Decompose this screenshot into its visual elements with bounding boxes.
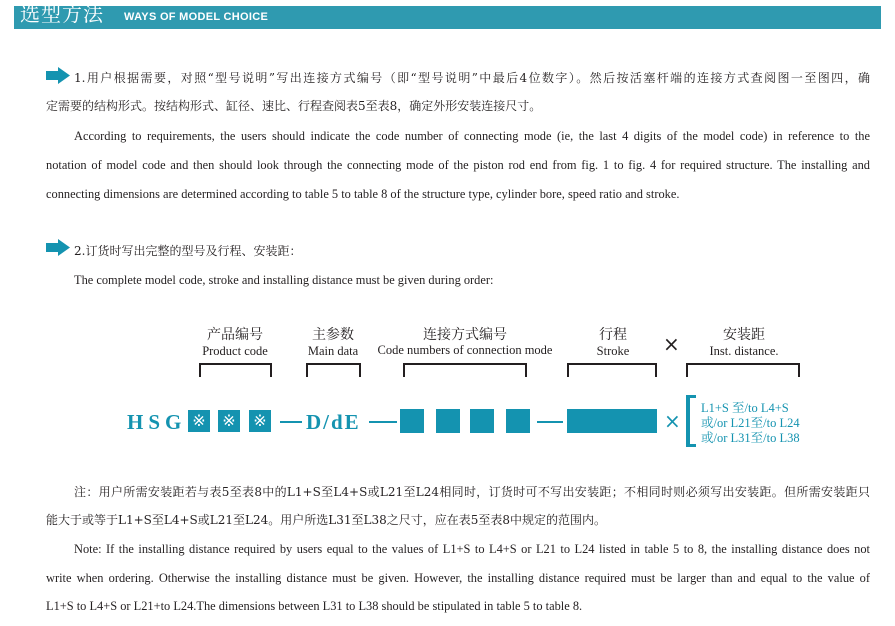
note-cn-line2: 能大于或等于L1+S至L4+S或L21至L24。用户所选L31至L38之尺寸，应在表5至表8中规定的范围内。 [46, 513, 606, 527]
note-cn-line1: 注：用户所需安装距若与表5至表8中的L1+S至L4+S或L21至L24相同时，订货时可不写出安装距；不相同时则必须写出安装距。但所需安装距只 [74, 485, 870, 499]
x-box-2: ※ [218, 410, 240, 432]
x-box-3: ※ [249, 410, 271, 432]
dash-3 [537, 421, 563, 423]
bracket-inst [686, 363, 800, 377]
label-inst-en: Inst. distance. [709, 344, 779, 358]
bracket-main-data [306, 363, 361, 377]
label-connection-cn: 连接方式编号 [423, 327, 507, 343]
main-data-code: D/dE [306, 410, 361, 434]
inst-line-2: 或/or L21至/to L24 [701, 416, 800, 430]
section1-en-line2: notation of model code and then should look through the connecting mode of the piston rod end from fig. 1 to fig. 4 for required structure. The installing and [46, 158, 870, 172]
bracket-stroke [567, 363, 657, 377]
connection-square-3 [470, 409, 494, 433]
label-stroke-cn: 行程 [599, 327, 627, 343]
times-symbol-row: × [664, 409, 681, 433]
header-title-cn: 选型方法 [20, 2, 104, 26]
note-en-line3: L1+S to L4+S or L21+to L24.The dimensions between L31 to L38 should be stipulated in table 5 to table 8. [46, 599, 583, 613]
arrow-right-icon [46, 67, 70, 84]
section2-en: The complete model code, stroke and installing distance must be given during order: [74, 273, 494, 287]
connection-square-4 [506, 409, 530, 433]
inst-bracket-bottom [686, 444, 696, 447]
label-stroke-en: Stroke [596, 344, 630, 358]
header-title-en: WAYS OF MODEL CHOICE [124, 11, 269, 23]
model-prefix-hsg: HSG [127, 410, 187, 434]
inst-bracket-top [686, 395, 696, 398]
bracket-connection [403, 363, 527, 377]
inst-line-1: L1+S 至/to L4+S [701, 401, 789, 415]
section1-cn-line1: 1.用户根据需要，对照“型号说明”写出连接方式编号（即“型号说明”中最后4位数字）。然后按活塞杆端的连接方式查阅图一至图四，确 [74, 71, 870, 85]
section1-en-line3: connecting dimensions are determined according to table 5 to table 8 of the structure type, cylinder bore, speed ratio and stroke. [46, 187, 680, 201]
bracket-product-code [199, 363, 272, 377]
times-symbol: × [663, 332, 680, 356]
section2-cn: 2.订货时写出完整的型号及行程、安装距： [74, 244, 302, 258]
connection-square-1 [400, 409, 424, 433]
note-en-line1: Note: If the installing distance required by users equal to the values of L1+S to L4+S or L21 to L24 listed in table 5 to 8, the installing distance does not [74, 542, 870, 556]
stroke-box [567, 409, 657, 433]
label-main-data-cn: 主参数 [312, 327, 354, 343]
label-product-code-cn: 产品编号 [207, 327, 263, 343]
x-box-1: ※ [188, 410, 210, 432]
label-inst-cn: 安装距 [723, 327, 765, 343]
section1-cn-line2: 定需要的结构形式。按结构形式、缸径、速比、行程查阅表5至表8，确定外形安装连接尺寸。 [46, 99, 542, 113]
dash-2 [369, 421, 397, 423]
inst-bracket-bar [686, 395, 690, 447]
label-product-code-en: Product code [202, 344, 268, 358]
connection-square-2 [436, 409, 460, 433]
section1-en-line1: According to requirements, the users should indicate the code number of connecting mode (ie, the last 4 digits of the model code) in reference to the [74, 129, 870, 143]
dash-1 [280, 421, 302, 423]
note-en-line2: write when ordering. Otherwise the installing distance must be given. However, the installing distance required must be larger than and equal to the value of [46, 571, 870, 585]
inst-line-3: 或/or L31至/to L38 [701, 431, 800, 445]
label-connection-en: Code numbers of connection mode [377, 343, 553, 357]
arrow-right-icon [46, 239, 70, 256]
label-main-data-en: Main data [307, 344, 359, 358]
